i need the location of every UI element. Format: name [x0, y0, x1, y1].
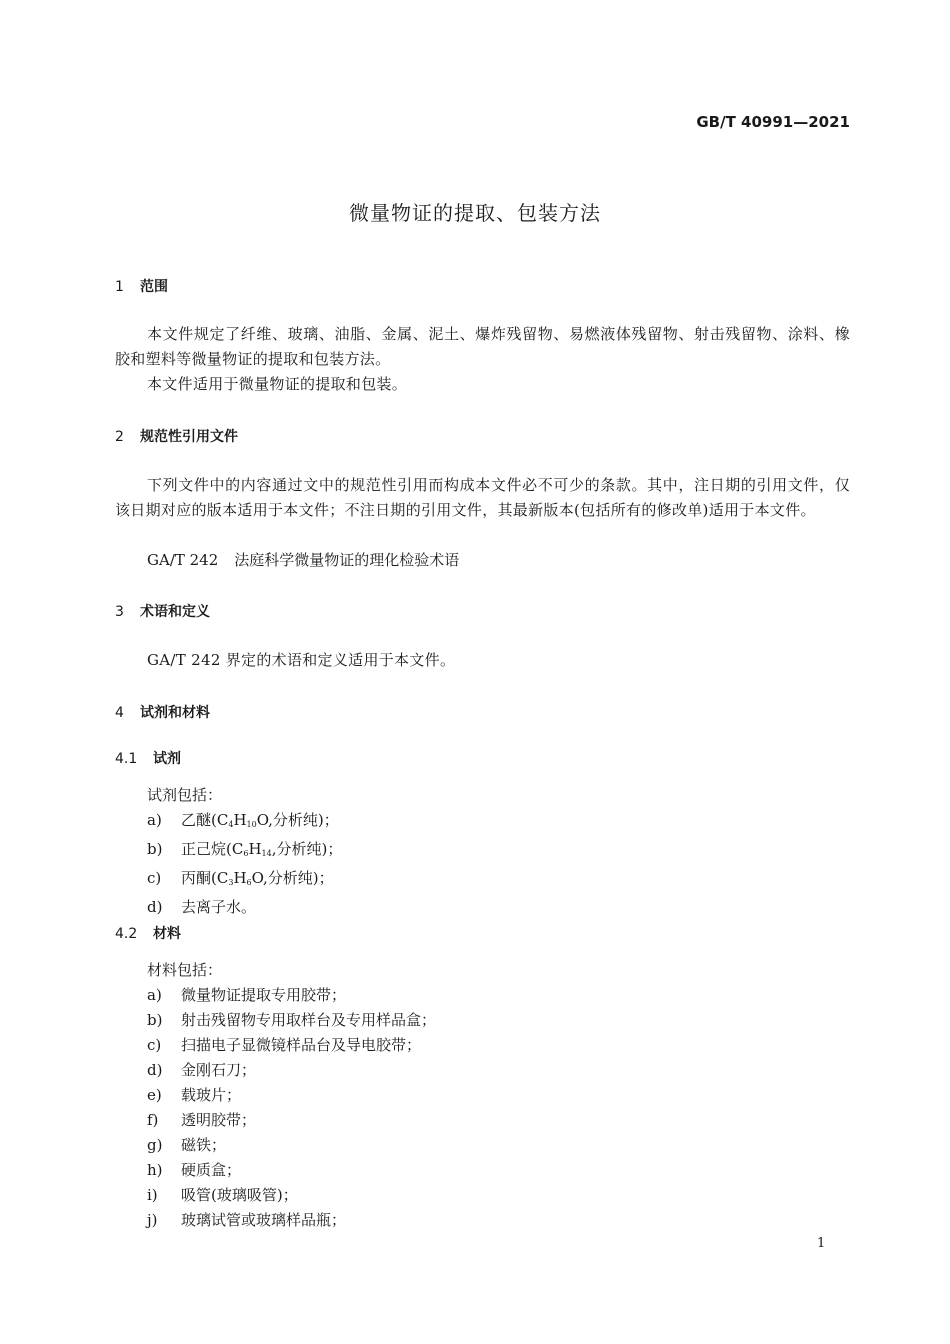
text-segment: H	[233, 869, 247, 887]
terms-paragraph: GA/T 242 界定的术语和定义适用于本文件。	[147, 651, 456, 669]
section-title: 试剂和材料	[140, 705, 210, 721]
section-number: 3	[115, 604, 124, 620]
item-label: h)	[147, 1161, 163, 1179]
subscript: 14	[261, 849, 272, 858]
section-number: 4.2	[115, 926, 138, 942]
text-segment: ,分析纯)；	[271, 840, 343, 858]
section-title: 规范性引用文件	[140, 429, 238, 445]
item-label: a)	[147, 811, 162, 829]
section-title: 术语和定义	[140, 604, 210, 620]
materials-list	[147, 958, 436, 1233]
text-segment: O,分析纯)；	[256, 811, 339, 829]
item-text: 扫描电子显微镜样品台及导电胶带；	[181, 1036, 422, 1054]
material-item	[147, 1083, 436, 1108]
item-text: 射击残留物专用取样台及专用样品盒；	[181, 1011, 437, 1029]
item-label: c)	[147, 1036, 162, 1054]
text-segment: 去离子水。	[181, 898, 257, 916]
item-text: 吸管(玻璃吸管)；	[181, 1186, 298, 1204]
text-segment: 乙醚(C	[181, 811, 229, 829]
section-4-heading	[115, 702, 210, 722]
item-label: d)	[147, 1061, 163, 1079]
material-item	[147, 1008, 436, 1033]
text-segment: H	[248, 840, 262, 858]
item-label: e)	[147, 1086, 162, 1104]
scope-paragraph-2: 本文件适用于微量物证的提取和包装。	[147, 375, 408, 393]
item-text	[181, 808, 339, 837]
text-segment: H	[233, 811, 247, 829]
reagent-item	[147, 895, 342, 920]
item-label: g)	[147, 1136, 163, 1154]
item-text	[181, 866, 334, 895]
section-number: 4.1	[115, 751, 138, 767]
standard-number: GB/T 40991—2021	[696, 113, 850, 131]
item-label: b)	[147, 840, 163, 858]
item-text	[181, 895, 256, 920]
section-4-2-heading	[115, 923, 181, 943]
item-text	[181, 837, 342, 866]
item-text: 硬质盒；	[181, 1161, 242, 1179]
item-label: c)	[147, 869, 162, 887]
item-label: b)	[147, 1011, 163, 1029]
reference-name: 法庭科学微量物证的理化检验术语	[234, 551, 460, 569]
item-label: f)	[147, 1111, 159, 1129]
scope-paragraph-1: 本文件规定了纤维、玻璃、油脂、金属、泥土、爆炸残留物、易燃液体残留物、射击残留物、涂料、橡胶和塑料等微量物证的提取和包装方法。	[115, 325, 850, 368]
subscript: 6	[243, 849, 249, 858]
reagents-intro: 试剂包括：	[147, 786, 223, 804]
materials-intro: 材料包括：	[147, 961, 223, 979]
subscript: 6	[246, 878, 252, 887]
normative-references-paragraph: 下列文件中的内容通过文中的规范性引用而构成本文件必不可少的条款。其中，注日期的引用文件，仅该日期对应的版本适用于本文件；不注日期的引用文件，其最新版本(包括所有的修改单)适用于本文件。	[115, 476, 850, 519]
reagent-item	[147, 837, 342, 866]
item-text: 载玻片；	[181, 1086, 242, 1104]
section-4-1-heading	[115, 748, 181, 768]
section-3-heading	[115, 601, 210, 621]
section-number: 1	[115, 279, 124, 295]
reagents-list	[147, 783, 342, 920]
text-segment: 正己烷(C	[181, 840, 244, 858]
page-number: 1	[817, 1236, 826, 1251]
reference-code: GA/T 242	[147, 551, 219, 569]
reagent-item	[147, 866, 342, 895]
item-label: d)	[147, 898, 163, 916]
section-title: 试剂	[153, 751, 181, 767]
material-item	[147, 1133, 436, 1158]
material-item	[147, 1183, 436, 1208]
text-segment: 丙酮(C	[181, 869, 229, 887]
material-item	[147, 1108, 436, 1133]
section-title: 材料	[153, 926, 181, 942]
section-2-heading	[115, 426, 238, 446]
item-label: j)	[147, 1211, 158, 1229]
text-segment: O,分析纯)；	[251, 869, 334, 887]
subscript: 4	[228, 820, 234, 829]
section-1-heading	[115, 276, 168, 296]
reagent-item	[147, 808, 342, 837]
item-text: 玻璃试管或玻璃样品瓶；	[181, 1211, 347, 1229]
material-item	[147, 1058, 436, 1083]
material-item	[147, 1158, 436, 1183]
section-title: 范围	[140, 279, 168, 295]
item-label: i)	[147, 1186, 158, 1204]
subscript: 10	[246, 820, 257, 829]
item-text: 金刚石刀；	[181, 1061, 257, 1079]
item-text: 磁铁；	[181, 1136, 227, 1154]
material-item	[147, 1033, 436, 1058]
material-item	[147, 1208, 436, 1233]
item-text: 透明胶带；	[181, 1111, 257, 1129]
item-label: a)	[147, 986, 162, 1004]
section-number: 4	[115, 705, 124, 721]
section-number: 2	[115, 429, 124, 445]
document-title: 微量物证的提取、包装方法	[349, 201, 601, 225]
item-text: 微量物证提取专用胶带；	[181, 986, 347, 1004]
material-item	[147, 983, 436, 1008]
subscript: 3	[228, 878, 234, 887]
reference-entry	[147, 548, 459, 573]
